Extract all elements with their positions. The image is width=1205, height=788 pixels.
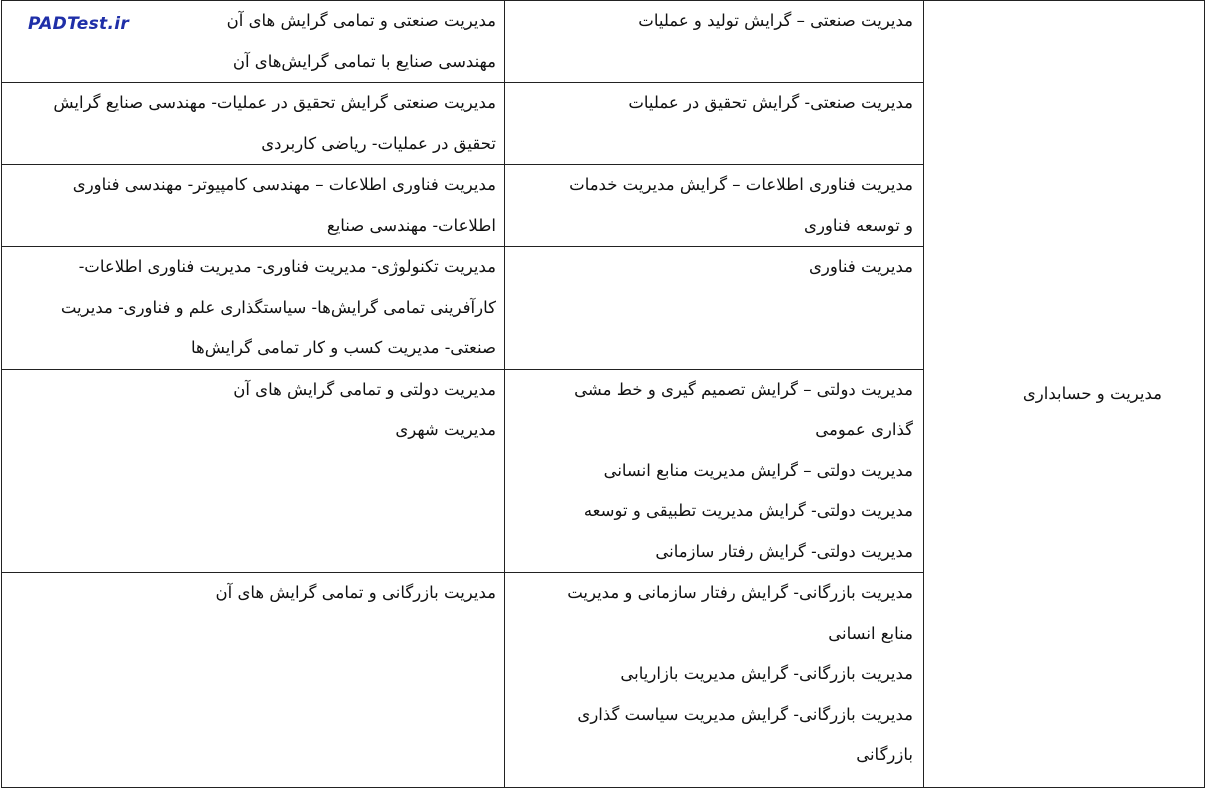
related-fields-cell — [2, 83, 505, 165]
related-field-line: مدیریت دولتی و تمامی گرایش های آن — [233, 379, 496, 399]
table-row — [2, 1, 1205, 83]
master-field-line: مدیریت فناوری اطلاعات – گرایش مدیریت خدمات — [569, 175, 913, 194]
master-field-line: و توسعه فناوری — [804, 215, 913, 235]
related-fields-cell — [2, 247, 505, 370]
master-field-line: مدیریت بازرگانی- گرایش رفتار سازمانی و مدیریت — [567, 583, 913, 602]
category-cell — [924, 1, 1205, 788]
category-label: مدیریت و حسابداری — [1022, 383, 1162, 403]
related-field-line: مدیریت شهری — [395, 420, 496, 439]
watermark-logo: PADTest.ir — [28, 14, 130, 34]
master-field-line: مدیریت دولتی – گرایش تصمیم گیری و خط مشی — [574, 379, 913, 399]
master-field-line: منابع انسانی — [828, 623, 913, 643]
related-field-line: مدیریت صنعتی و تمامی گرایش های آن — [226, 11, 496, 30]
master-field-cell — [505, 369, 924, 573]
master-field-line: مدیریت دولتی- گرایش رفتار سازمانی — [655, 541, 913, 561]
master-field-line: مدیریت صنعتی – گرایش تولید و عملیات — [638, 11, 913, 30]
master-field-cell — [505, 573, 924, 788]
master-field-cell — [505, 1, 924, 83]
field-mapping-table — [1, 0, 1205, 788]
related-fields-cell — [2, 165, 505, 247]
related-field-line: مدیریت فناوری اطلاعات – مهندسی کامپیوتر- مهندسی فناوری — [72, 175, 496, 194]
related-field-line: مدیریت تکنولوژی- مدیریت فناوری- مدیریت فناوری اطلاعات- — [78, 257, 496, 276]
related-field-line: مهندسی صنایع با تمامی گرایش‌های آن — [232, 51, 496, 71]
related-fields-cell — [2, 1, 505, 83]
master-field-line: مدیریت فناوری — [809, 257, 913, 276]
related-field-line: تحقیق در عملیات- ریاضی کاربردی — [261, 133, 496, 153]
master-field-line: مدیریت دولتی- گرایش مدیریت تطبیقی و توسعه — [583, 501, 913, 520]
master-field-line: مدیریت بازرگانی- گرایش مدیریت بازاریابی — [620, 664, 913, 683]
related-field-line: کارآفرینی تمامی گرایش‌ها- سیاستگذاری علم و فناوری- مدیریت — [60, 297, 496, 317]
master-field-line: گذاری عمومی — [815, 420, 913, 439]
master-field-line: مدیریت بازرگانی- گرایش مدیریت سیاست گذاری — [577, 704, 913, 724]
related-field-line: مدیریت صنعتی گرایش تحقیق در عملیات- مهندسی صنایع گرایش — [53, 93, 496, 112]
related-field-line: صنعتی- مدیریت کسب و کار تمامی گرایش‌ها — [191, 338, 496, 357]
master-field-cell — [505, 165, 924, 247]
master-field-cell — [505, 247, 924, 370]
related-fields-cell — [2, 573, 505, 788]
master-field-line: مدیریت صنعتی- گرایش تحقیق در عملیات — [628, 93, 913, 112]
master-field-line: مدیریت دولتی – گرایش مدیریت منابع انسانی — [603, 460, 913, 480]
master-field-line: بازرگانی — [856, 745, 913, 764]
related-field-line: مدیریت بازرگانی و تمامی گرایش های آن — [215, 583, 496, 602]
related-fields-cell — [2, 369, 505, 573]
master-field-cell — [505, 83, 924, 165]
related-field-line: اطلاعات- مهندسی صنایع — [326, 215, 496, 235]
